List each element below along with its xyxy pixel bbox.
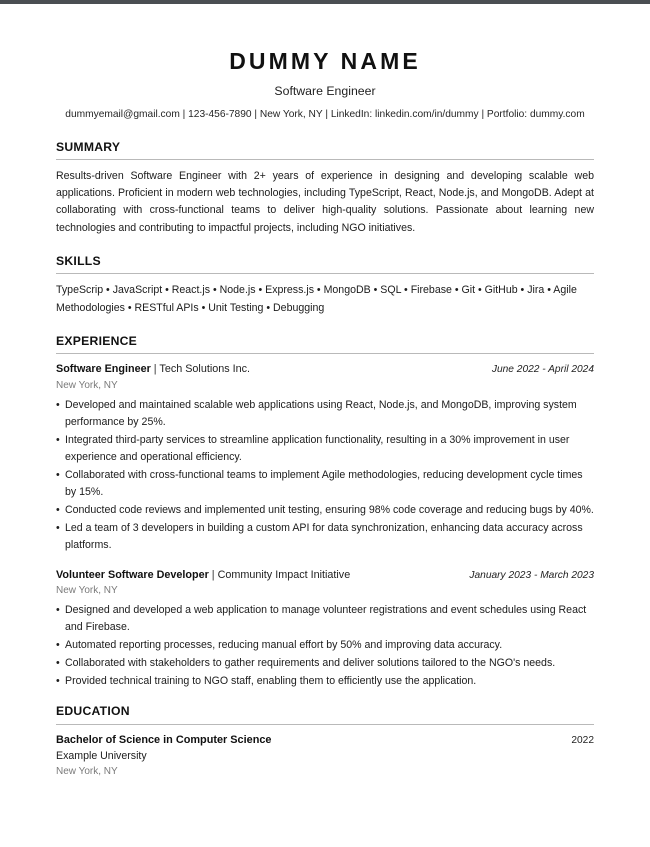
job-company: Tech Solutions Inc. [159,363,251,376]
candidate-name: DUMMY NAME [229,48,421,74]
experience-title-line [56,362,250,378]
skills-list: TypeScrip • JavaScript • React.js • Node.js • Express.js • MongoDB • SQL • Firebase • Git • GitHub • Jira • Agile Methodologies • RESTful APIs • Unit Testing • Debugging [56,284,577,314]
section-divider [56,159,594,160]
section-heading-skills: SKILLS [56,253,101,268]
experience-entry [56,362,594,553]
job-bullet: • Led a team of 3 developers in building a custom API for data synchronization, enhancing data accuracy across platforms. [56,520,594,554]
job-bullet: • Integrated third-party services to streamline application functionality, resulting in a 30% improvement in user experience and operational efficiency. [56,432,594,466]
section-divider [56,273,594,274]
spacer [56,320,594,334]
job-bullet: • Provided technical training to NGO staff, enabling them to efficiently use the application. [56,673,594,690]
job-dates: June 2022 - April 2024 [491,364,594,376]
job-role: Volunteer Software Developer [56,568,209,581]
section-heading-summary: SUMMARY [56,139,121,154]
section-heading-education: EDUCATION [56,704,130,719]
job-location: New York, NY [56,585,118,597]
education-degree: Bachelor of Science in Computer Science [56,733,272,746]
experience-entry-header [56,362,594,378]
summary-paragraph: Results-driven Software Engineer with 2+ years of experience in designing and developing scalable web applications. Proficient in modern web technologies, including TypeScript, React, Node.js, and MongoDB. Adept at collaborating with cross-functional teams to deliver high-quality solutions. Passionate about learning new technologies and contributing to impactful projects, including NGO initiatives. [56,170,594,234]
section-education [56,704,594,779]
job-bullet: • Designed and developed a web application to manage volunteer registrations and event schedules using React and Firebase. [56,602,594,636]
contact-info-line: dummyemail@gmail.com | 123-456-7890 | New York, NY | LinkedIn: linkedin.com/in/dummy | Portfolio: dummy.com [65,108,585,120]
top-accent-bar [0,0,650,4]
section-skills [56,254,594,317]
education-location: New York, NY [56,766,118,778]
spacer [56,693,594,704]
job-location: New York, NY [56,380,118,392]
job-bullet-list [56,397,594,553]
job-bullet: • Conducted code reviews and implemented unit testing, ensuring 98% code coverage and reducing bugs by 40%. [56,502,594,519]
section-heading-experience: EXPERIENCE [56,333,138,348]
job-dates: January 2023 - March 2023 [469,569,594,581]
education-year: 2022 [571,734,594,746]
job-bullet: • Collaborated with stakeholders to gather requirements and deliver solutions tailored to the NGO's needs. [56,655,594,672]
job-separator: | [211,568,215,581]
job-role: Software Engineer [56,363,151,376]
job-bullet-list [56,602,594,690]
candidate-job-title: Software Engineer [274,83,376,98]
job-company: Community Impact Initiative [217,568,351,581]
section-experience [56,334,594,690]
education-school: Example University [56,749,147,762]
job-bullet: • Automated reporting processes, reducing manual effort by 50% and improving data accuracy. [56,637,594,654]
education-entry-header [56,733,594,749]
experience-entry [56,568,594,690]
section-divider [56,353,594,354]
job-separator: | [153,363,157,376]
experience-entry-header [56,568,594,584]
section-divider [56,724,594,725]
job-bullet: • Developed and maintained scalable web applications using React, Node.js, and MongoDB, improving system performance by 25%. [56,397,594,431]
education-entry [56,733,594,780]
spacer [56,240,594,254]
experience-title-line [56,568,350,584]
job-bullet: • Collaborated with cross-functional teams to implement Agile methodologies, reducing development cycle times by 15%. [56,467,594,501]
resume-header [56,47,594,122]
section-summary [56,140,594,237]
